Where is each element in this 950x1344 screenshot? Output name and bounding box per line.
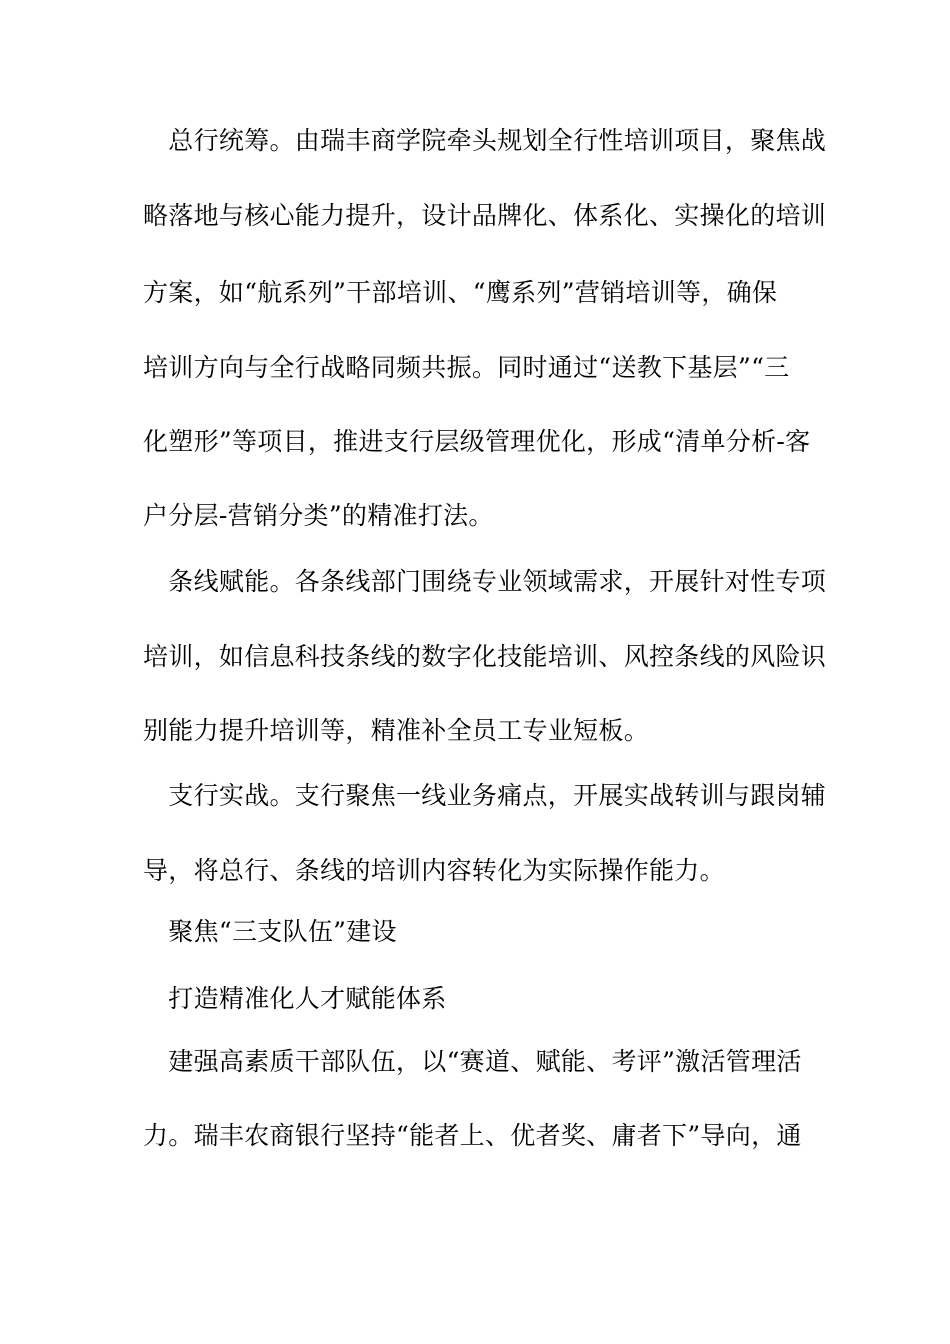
section-subheading: 打造精准化人才赋能体系	[143, 984, 447, 1013]
paragraph-4-line-1: 建强高素质干部队伍，以“赛道、赋能、考评”激活管理活	[143, 1047, 802, 1076]
paragraph-1-line-5: 化塑形”等项目，推进支行层级管理优化，形成“清单分析-客	[143, 427, 811, 456]
paragraph-1-line-6: 户分层-营销分类”的精准打法。	[143, 501, 494, 530]
paragraph-2-line-1: 条线赋能。各条线部门围绕专业领域需求，开展针对性专项	[143, 567, 827, 596]
section-heading: 聚焦“三支队伍”建设	[143, 917, 397, 946]
paragraph-2-line-3: 别能力提升培训等，精准补全员工专业短板。	[143, 716, 650, 745]
paragraph-1-line-1: 总行统筹。由瑞丰商学院牵头规划全行性培训项目，聚焦战	[143, 126, 827, 155]
paragraph-3-line-2: 导，将总行、条线的培训内容转化为实际操作能力。	[143, 856, 725, 885]
paragraph-2-line-2: 培训，如信息科技条线的数字化技能培训、风控条线的风险识	[143, 642, 827, 671]
paragraph-1-line-3: 方案，如“航系列”干部培训、“鹰系列”营销培训等，确保	[143, 278, 778, 307]
paragraph-4-line-2: 力。瑞丰农商银行坚持“能者上、优者奖、庸者下”导向，通	[143, 1121, 802, 1150]
paragraph-1-line-4: 培训方向与全行战略同频共振。同时通过“送教下基层”“三	[143, 353, 790, 382]
paragraph-1-line-2: 略落地与核心能力提升，设计品牌化、体系化、实操化的培训	[143, 201, 827, 230]
paragraph-3-line-1: 支行实战。支行聚焦一线业务痛点，开展实战转训与跟岗辅	[143, 781, 827, 810]
